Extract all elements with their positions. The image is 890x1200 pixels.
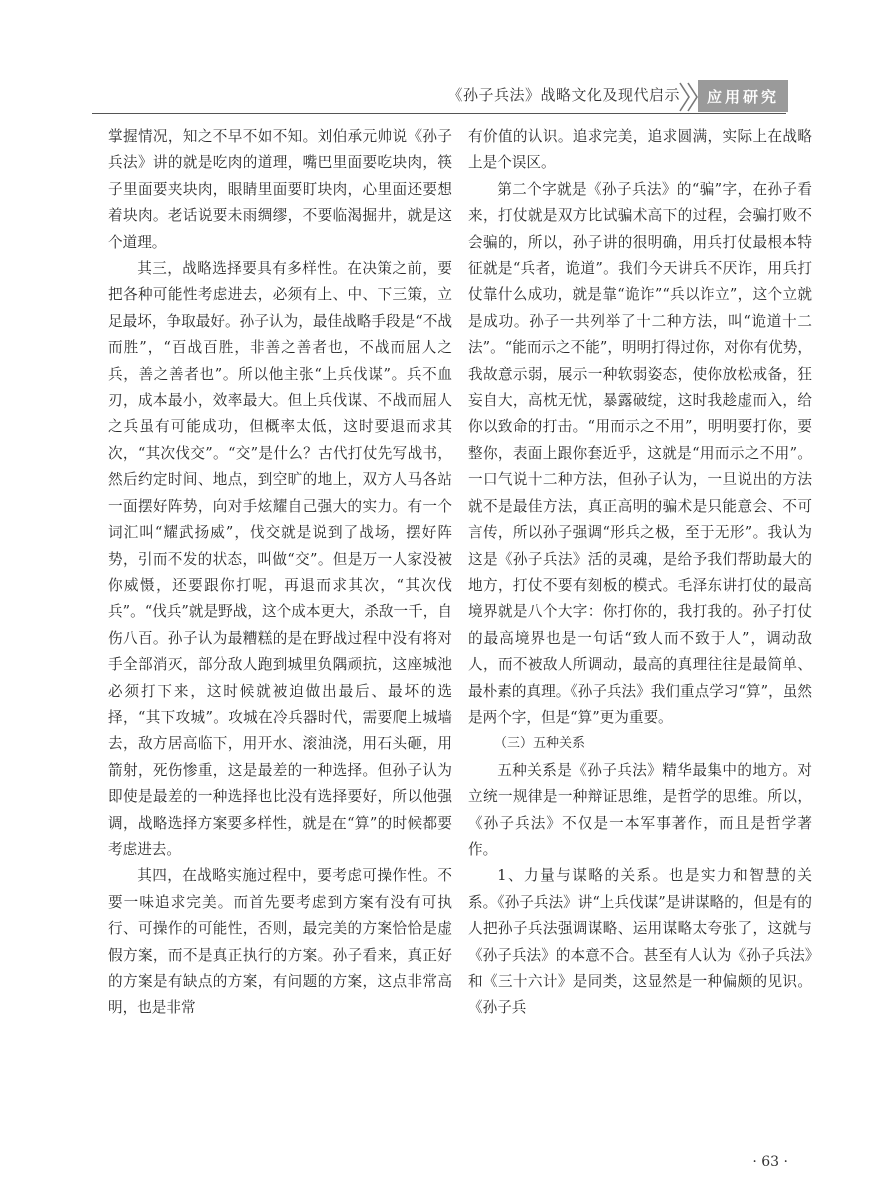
running-header: [0, 78, 800, 118]
section-badge: 应用研究: [698, 80, 788, 112]
right-column: [468, 124, 812, 1022]
double-chevron-right-icon: [678, 80, 700, 114]
paragraph: 掌握情况，知之不早不如不知。刘伯承元帅说《孙子兵法》讲的就是吃肉的道理，嘴巴里面要吃块肉，筷子里面要夹块肉，眼睛里面要盯块肉，心里面还要想着块肉。老话说要未雨绸缪，不要临渴掘井，就是这个道理。: [108, 128, 452, 251]
paragraph: 第二个字就是《孙子兵法》的“骗”字，在孙子看来，打仗就是双方比试骗术高下的过程，会骗打败不会骗的，所以，孙子讲的很明确，用兵打仗最根本特征就是“兵者，诡道”。我们今天讲兵不厌诈，用兵打仗靠什么成功，就是靠“诡诈”“兵以诈立”，这个立就是成功。孙子一共列举了十二种方法，叫“诡道十二法”。“能而示之不能”，明明打得过你，对你有优势，我故意示弱，展示一种软弱姿态，使你放松戒备，狂妄自大，高枕无忧，暴露破绽，这时我趁虚而入，给你以致命的打击。“用而示之不用”，明明要打你，要整你，表面上跟你套近乎，这就是“用而示之不用”。一口气说十二种方法，但孙子认为，一旦说出的方法就不是最佳方法，真正高明的骗术是只能意会、不可言传，所以孙子强调“形兵之极，至于无形”。我认为这是《孙子兵法》活的灵魂，是给予我们帮助最大的地方，打仗不要有刻板的模式。毛泽东讲打仗的最高境界就是八个大字：你打你的，我打我的。孙子打仗的最高境界也是一句话“致人而不致于人”，调动敌人，而不被敌人所调动，最高的真理往往是最简单、最朴素的真理。《孙子兵法》我们重点学习“算”，虽然是两个字，但是“算”更为重要。: [468, 180, 812, 726]
paragraph: 其四，在战略实施过程中，要考虑可操作性。不要一味追求完美。而首先要考虑到方案有没有可执行、可操作的可能性，否则，最完美的方案恰恰是虚假方案，而不是真正执行的方案。孙子看来，真正好的方案是有缺点的方案，有问题的方案，这点非常高明，也是非常: [108, 867, 452, 1017]
journal-article-title: 《孙子兵法》战略文化及现代启示: [447, 86, 680, 104]
header-rule: [92, 113, 786, 114]
left-column: [108, 124, 452, 1022]
paragraph: 有价值的认识。追求完美，追求圆满，实际上在战略上是个误区。: [468, 128, 812, 172]
paragraph: 1、力量与谋略的关系。也是实力和智慧的关系。《孙子兵法》讲“上兵伐谋”是讲谋略的，但是有的人把孙子兵法强调谋略、运用谋略太夸张了，这就与《孙子兵法》的本意不合。甚至有人认为《孙子兵法》和《三十六计》是同类，这显然是一种偏颇的见识。《孙子兵: [468, 867, 812, 1017]
subsection-heading: （三）五种关系: [494, 736, 586, 752]
page-number: · 63 ·: [752, 1154, 788, 1170]
paragraph: 其三，战略选择要具有多样性。在决策之前，要把各种可能性考虑进去，必须有上、中、下三策，立足最坏，争取最好。孙子认为，最佳战略手段是“不战而胜”，“百战百胜，非善之善者也，不战而屈人之兵，善之善者也”。所以他主张“上兵伐谋”。兵不血刃，成本最小，效率最大。但上兵伐谋、不战而屈人之兵虽有可能成功，但概率太低，这时要退而求其次，“其次伐交”。“交”是什么？古代打仗先写战书，然后约定时间、地点，到空旷的地上，双方人马各站一面摆好阵势，向对手炫耀自己强大的实力。有一个词汇叫“耀武扬威”，伐交就是说到了战场，摆好阵势，引而不发的状态，叫做“交”。但是万一人家没被你威慑，还要跟你打呢，再退而求其次，“其次伐兵”。“伐兵”就是野战，这个成本更大，杀敌一千，自伤八百。孙子认为最糟糕的是在野战过程中没有将对手全部消灭，部分敌人跑到城里负隅顽抗，这座城池必须打下来，这时候就被迫做出最后、最坏的选择，“其下攻城”。攻城在冷兵器时代，需要爬上城墙去，敌方居高临下，用开水、滚油浇，用石头砸，用箭射，死伤惨重，这是最差的一种选择。但孙子认为即使是最差的一种选择也比没有选择要好，所以他强调，战略选择方案要多样性，就是在“算”的时候都要考虑进去。: [108, 260, 452, 858]
paragraph: 五种关系是《孙子兵法》精华最集中的地方。对立统一规律是一种辩证思维，是哲学的思维。所以，《孙子兵法》不仅是一本军事著作，而且是哲学著作。: [468, 761, 812, 858]
